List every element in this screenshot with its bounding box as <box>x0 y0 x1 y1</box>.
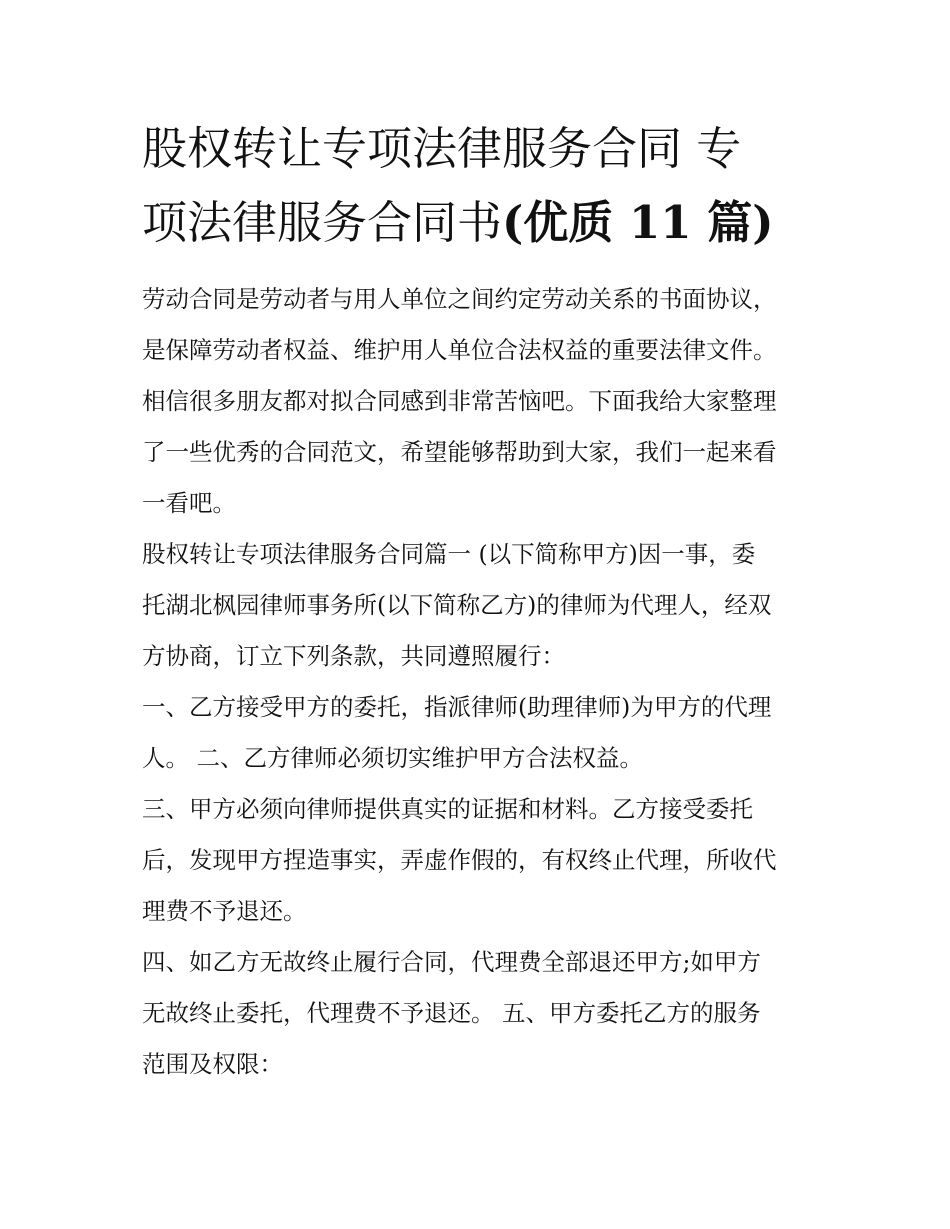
text-line: 人。 二、乙方律师必须切实维护甲方合法权益。 <box>142 744 643 772</box>
text-line: 无故终止委托，代理费不予退还。 五、甲方委托乙方的服务 <box>142 999 761 1027</box>
text-line: 相信很多朋友都对拟合同感到非常苦恼吧。下面我给大家整理 <box>142 387 777 415</box>
text-line: 股权转让专项法律服务合同篇一 (以下简称甲方)因一事，委 <box>142 540 756 568</box>
text-line: 后，发现甲方捏造事实，弄虚作假的，有权终止代理，所收代 <box>142 846 777 874</box>
document-body <box>142 274 822 1090</box>
title-line-2-bold: (优质 11 篇) <box>502 196 774 249</box>
paragraph-clause-4-5 <box>142 937 822 1090</box>
document-page <box>142 112 822 1090</box>
title-line-2 <box>142 186 822 260</box>
text-line: 理费不予退还。 <box>142 897 307 925</box>
text-line: 劳动合同是劳动者与用人单位之间约定劳动关系的书面协议， <box>142 285 777 313</box>
document-title <box>142 112 822 260</box>
title-line-1: 股权转让专项法律服务合同 专 <box>142 122 742 175</box>
text-line: 四、如乙方无故终止履行合同，代理费全部退还甲方;如甲方 <box>142 948 761 976</box>
text-line: 托湖北枫园律师事务所(以下简称乙方)的律师为代理人，经双 <box>142 591 772 619</box>
paragraph-clause-3 <box>142 784 822 937</box>
text-line: 一、乙方接受甲方的委托，指派律师(助理律师)为甲方的代理 <box>142 693 772 721</box>
title-line-2-text: 项法律服务合同书 <box>142 196 503 249</box>
text-line: 方协商，订立下列条款，共同遵照履行： <box>142 642 565 670</box>
paragraph-clause-1-2 <box>142 682 822 784</box>
text-line: 一看吧。 <box>142 489 236 517</box>
text-line: 是保障劳动者权益、维护用人单位合法权益的重要法律文件。 <box>142 336 777 364</box>
text-line: 了一些优秀的合同范文，希望能够帮助到大家，我们一起来看 <box>142 438 777 466</box>
paragraph-intro <box>142 274 822 529</box>
text-line: 三、甲方必须向律师提供真实的证据和材料。乙方接受委托 <box>142 795 753 823</box>
text-line: 范围及权限： <box>142 1050 283 1078</box>
paragraph-contract-intro <box>142 529 822 682</box>
